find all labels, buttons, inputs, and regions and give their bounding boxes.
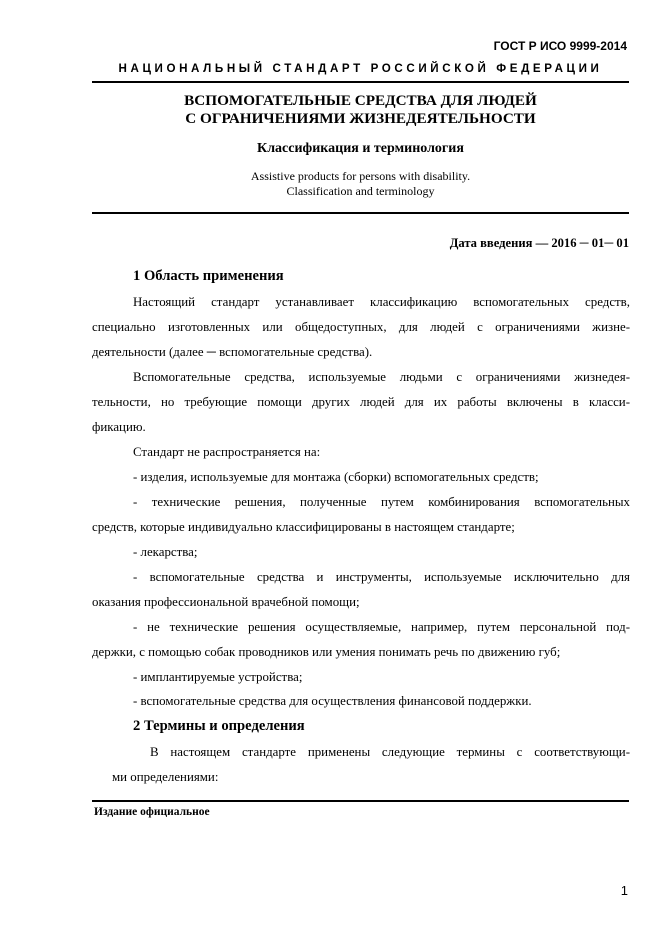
section-1-line: специально изготовленных или общедоступных, для людей с ограничениями жизне- xyxy=(92,320,630,334)
section-1-line: тельности, но требующие помощи других людей для их работы включены в класси- xyxy=(92,395,630,409)
section-2-heading: 2 Термины и определения xyxy=(133,718,305,734)
section-1-list-item: - не технические решения осуществляемые, например, путем персональной под- xyxy=(133,620,630,634)
section-1-list-item: - изделия, используемые для монтажа (сборки) вспомогательных средств; xyxy=(133,470,539,484)
subtitle: Классификация и терминология xyxy=(257,141,464,156)
section-1-heading: 1 Область применения xyxy=(133,268,284,284)
title-line-2: С ОГРАНИЧЕНИЯМИ ЖИЗНЕДЕЯТЕЛЬНОСТИ xyxy=(185,110,536,127)
official-edition-label: Издание официальное xyxy=(94,806,210,818)
section-1-list-item: оказания профессиональной врачебной помощи; xyxy=(92,595,360,609)
page-number: 1 xyxy=(620,883,628,898)
english-title-line-2: Classification and terminology xyxy=(286,184,435,198)
section-1-line: Вспомогательные средства, используемые людьми с ограничениями жизнедея- xyxy=(133,370,630,384)
introduction-date: Дата введения — 2016 ─ 01─ 01 xyxy=(449,236,629,250)
section-1-line: деятельности (далее ─ вспомогательные средства). xyxy=(92,345,373,359)
section-2-line: ми определениями: xyxy=(112,770,219,784)
standard-code: ГОСТ Р ИСО 9999-2014 xyxy=(493,39,627,53)
header-rule xyxy=(92,81,629,83)
title-line-1: ВСПОМОГАТЕЛЬНЫЕ СРЕДСТВА ДЛЯ ЛЮДЕЙ xyxy=(184,92,537,109)
section-1-list-item: - технические решения, полученные путем комбинирования вспомогательных xyxy=(133,495,630,509)
section-1-line: Настоящий стандарт устанавливает классификацию вспомогательных средств, xyxy=(133,295,630,309)
section-1-list-item: - имплантируемые устройства; xyxy=(133,670,303,684)
section-1-list-item: держки, с помощью собак проводников или умения понимать речь по движению губ; xyxy=(92,645,561,659)
section-1-list-item: средств, которые индивидуально классифицированы в настоящем стандарте; xyxy=(92,520,515,534)
section-1-list-item: - вспомогательные средства и инструменты, используемые исключительно для xyxy=(133,570,630,584)
section-1-line: фикацию. xyxy=(92,420,146,434)
section-1-list-item: - вспомогательные средства для осуществления финансовой поддержки. xyxy=(133,694,532,708)
section-1-line: Стандарт не распространяется на: xyxy=(133,445,321,459)
section-2-line: В настоящем стандарте применены следующие термины с соответствующи- xyxy=(150,745,630,759)
section-1-list-item: - лекарства; xyxy=(133,545,198,559)
english-title-line-1: Assistive products for persons with disability. xyxy=(250,169,471,183)
national-standard-banner: НАЦИОНАЛЬНЫЙ СТАНДАРТ РОССИЙСКОЙ ФЕДЕРАЦИИ xyxy=(118,62,603,75)
footer-rule xyxy=(92,800,629,802)
title-rule xyxy=(92,212,629,214)
